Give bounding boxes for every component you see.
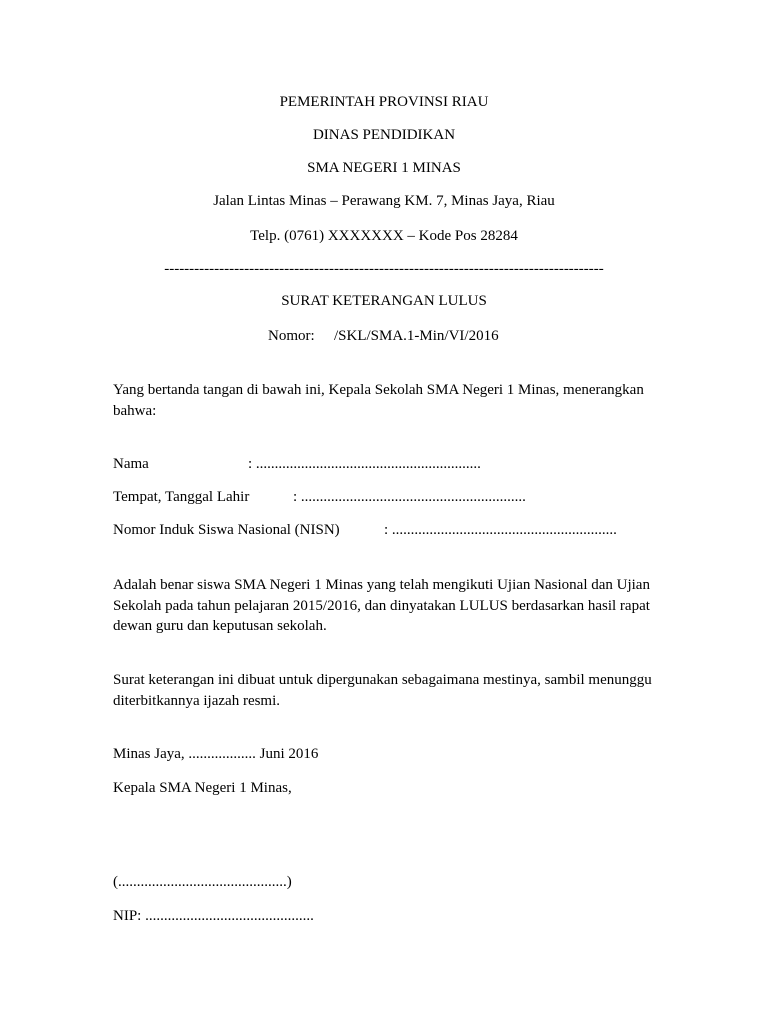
field-label-nisn: Nomor Induk Siswa Nasional (NISN) <box>113 522 340 538</box>
field-value-name: : ............................................................ <box>248 456 481 472</box>
signer-name: (.............................................) <box>113 874 292 890</box>
letter-title: SURAT KETERANGAN LULUS <box>281 293 487 309</box>
field-label-name: Nama <box>113 456 149 472</box>
header-government: PEMERINTAH PROVINSI RIAU <box>279 94 489 110</box>
statement-paragraph: Adalah benar siswa SMA Negeri 1 Minas yang telah mengikuti Ujian Nasional dan Ujian Sekolah pada tahun pelajaran 2015/2016, dan dinyatakan LULUS berdasarkan hasil rapat dewan guru dan keputusan sekolah. <box>113 577 650 634</box>
field-label-birth: Tempat, Tanggal Lahir <box>113 489 250 505</box>
place-date: Minas Jaya, .................. Juni 2016 <box>113 746 319 762</box>
signer-title: Kepala SMA Negeri 1 Minas, <box>113 780 292 796</box>
intro-paragraph: Yang bertanda tangan di bawah ini, Kepala Sekolah SMA Negeri 1 Minas, menerangkan bahwa: <box>113 382 644 419</box>
letter-number-label: Nomor: <box>268 328 315 344</box>
field-value-nisn: : ............................................................ <box>384 522 617 538</box>
header-department: DINAS PENDIDIKAN <box>312 127 456 143</box>
purpose-paragraph: Surat keterangan ini dibuat untuk dipergunakan sebagaimana mestinya, sambil menunggu diterbitkannya ijazah resmi. <box>113 672 652 709</box>
field-value-birth: : ............................................................ <box>293 489 526 505</box>
signer-nip: NIP: ............................................. <box>113 908 314 924</box>
header-school: SMA NEGERI 1 MINAS <box>307 160 461 176</box>
letter-number-value: /SKL/SMA.1-Min/VI/2016 <box>334 328 499 344</box>
header-phone: Telp. (0761) XXXXXXX – Kode Pos 28284 <box>250 228 518 244</box>
header-address: Jalan Lintas Minas – Perawang KM. 7, Minas Jaya, Riau <box>213 193 555 209</box>
header-separator: ---------------------------------------------------------------------------------------- <box>164 261 604 277</box>
